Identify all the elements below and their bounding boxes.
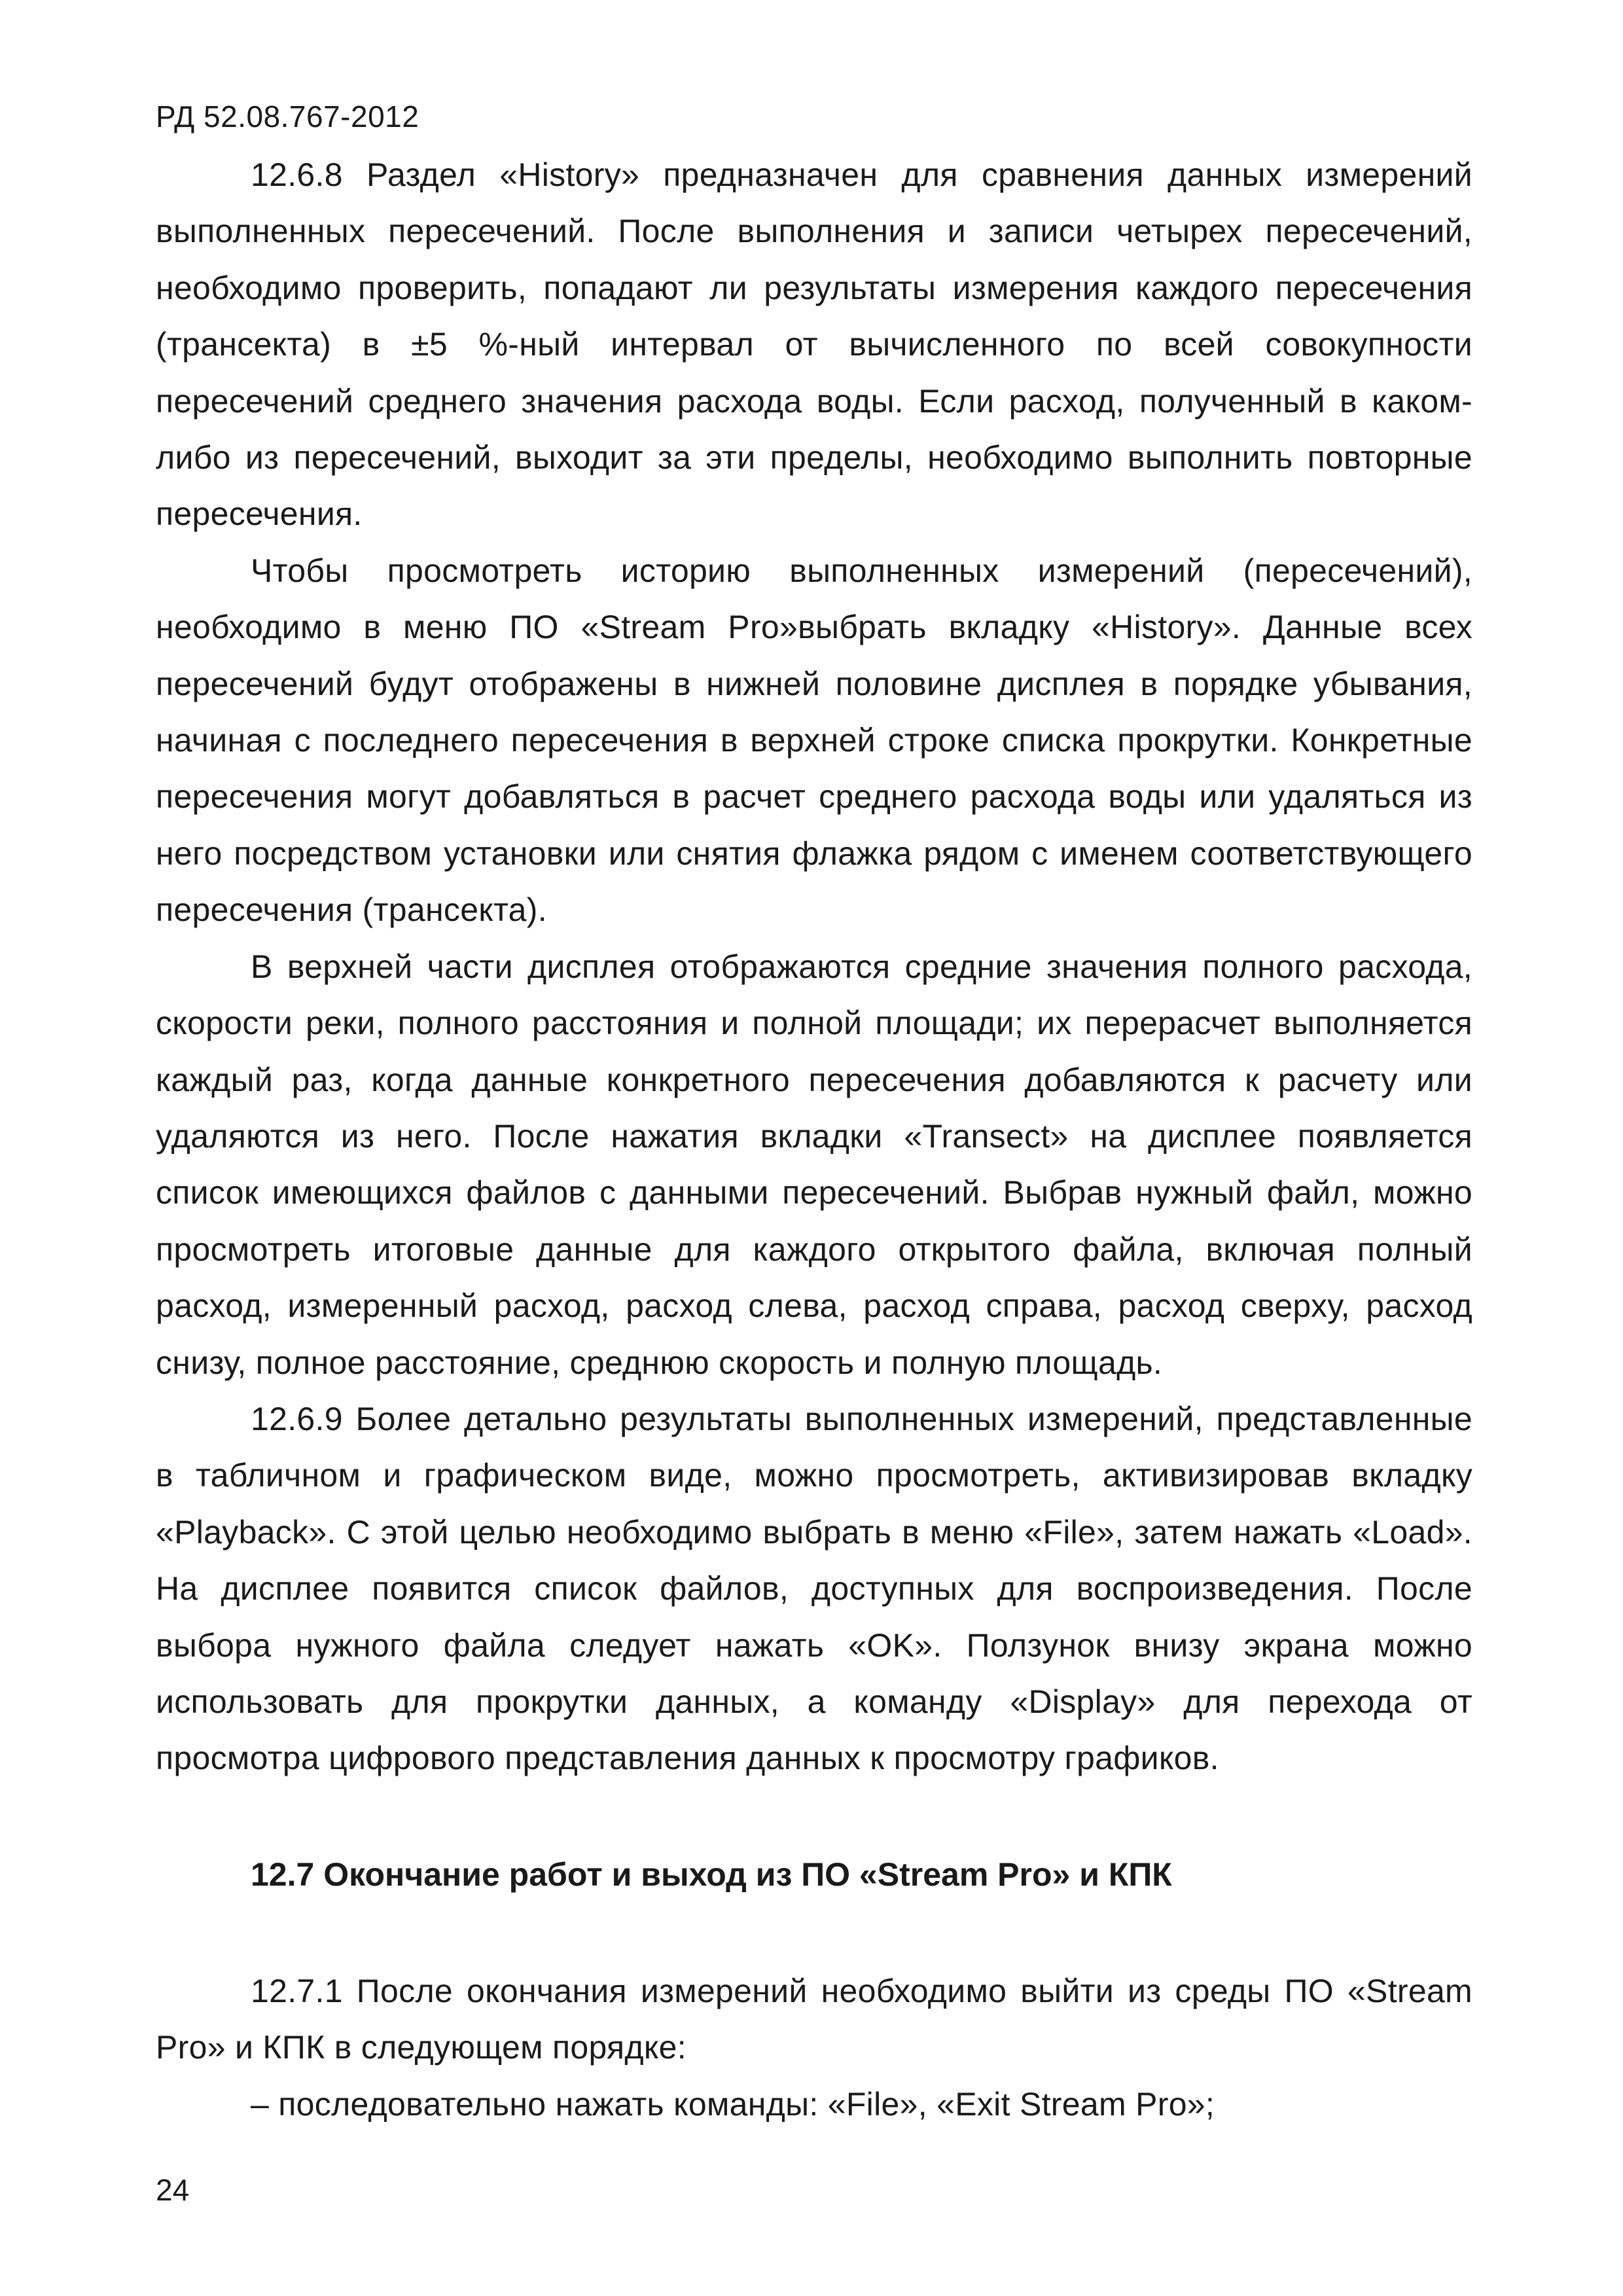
paragraph-12-6-9: 12.6.9 Более детально результаты выполненных измерений, представленные в табличном и графическом виде, можно просмотреть, активизировав вкладку «Playback». С этой целью необходимо выбрать в меню «File», затем нажать «Load». На дисплее появится список файлов, доступных для воспроизведения. После выбора нужного файла следует нажать «OK». Ползунок внизу экрана можно использовать для прокрутки данных, а команду «Display» для перехода от просмотра цифрового представления данных к просмотру графиков. (156, 1400, 1472, 1777)
paragraph-history-view: Чтобы просмотреть историю выполненных измерений (пересечений), необходимо в меню ПО «Stream Pro»выбрать вкладку «History». Данные всех пересечений будут отображены в нижней половине дисплея в порядке убывания, начиная с последнего пересечения в верхней строке списка прокрутки. Конкретные пересечения могут добавляться в расчет среднего расхода воды или удаляться из него посредством установки или снятия флажка рядом с именем соответствующего пересечения (трансекта). (156, 552, 1472, 929)
paragraph-display-averages: В верхней части дисплея отображаются средние значения полного расхода, скорости реки, полного расстояния и полной площади; их перерасчет выполняется каждый раз, когда данные конкретного пересечения добавляются к расчету или удаляются из него. После нажатия вкладки «Transect» на дисплее появляется список имеющихся файлов с данными пересечений. Выбрав нужный файл, можно просмотреть итоговые данные для каждого открытого файла, включая полный расход, измеренный расход, расход слева, расход справа, расход сверху, расход снизу, полное расстояние, среднюю скорость и полную площадь. (156, 948, 1472, 1381)
list-item: – последовательно нажать команды: «File», «Exit Stream Pro»; (251, 2085, 1215, 2123)
page-number: 24 (156, 2173, 190, 2207)
document-code: РД 52.08.767-2012 (156, 99, 419, 134)
document-body (156, 147, 1472, 2132)
section-heading-12-7: 12.7 Окончание работ и выход из ПО «Stream Pro» и КПК (251, 1856, 1172, 1893)
paragraph-12-6-8: 12.6.8 Раздел «History» предназначен для сравнения данных измерений выполненных пересечений. После выполнения и записи четырех пересечений, необходимо проверить, попадают ли результаты измерения каждого пересечения (трансекта) в ±5 %-ный интервал от вычисленного по всей совокупности пересечений среднего значения расхода воды. Если расход, полученный в каком-либо из пересечений, выходит за эти пределы, необходимо выполнить повторные пересечения. (156, 156, 1472, 533)
paragraph-12-7-1: 12.7.1 После окончания измерений необходимо выйти из среды ПО «Stream Pro» и КПК в следующем порядке: (156, 1972, 1472, 2066)
